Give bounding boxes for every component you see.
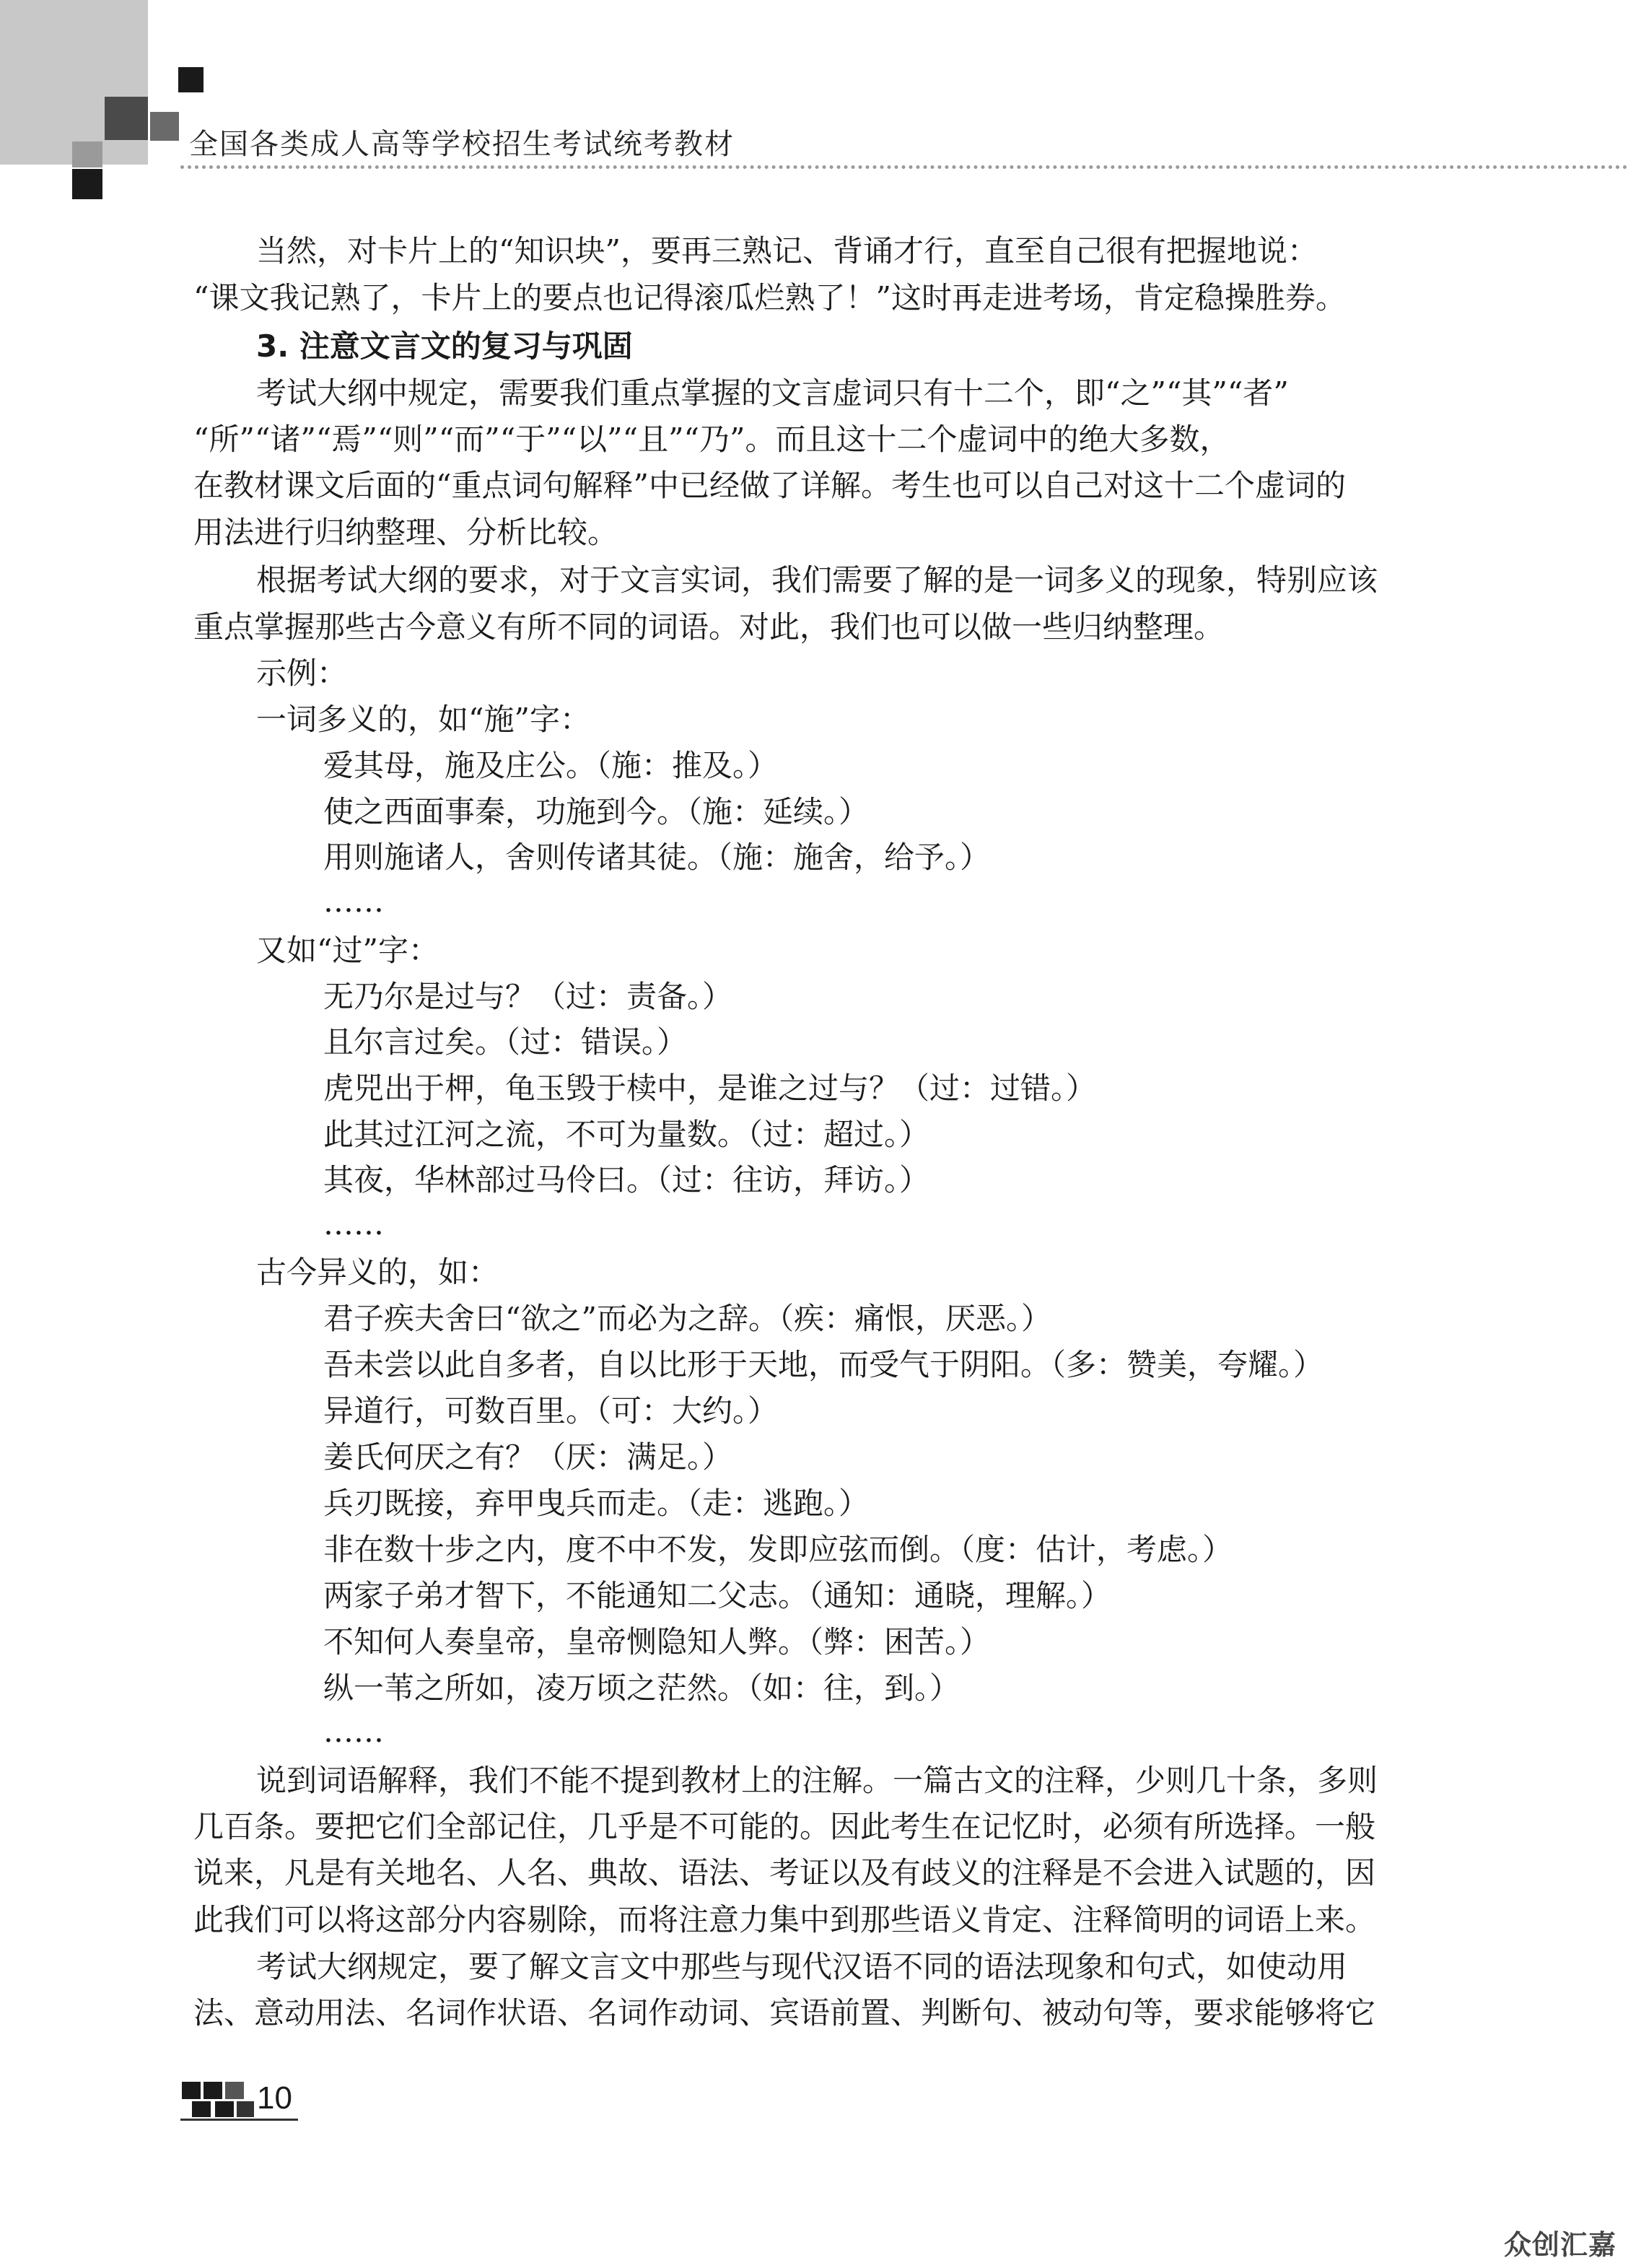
example-item: 纵一苇之所如，凌万顷之茫然。（如：往，到。） bbox=[323, 1670, 960, 1706]
ellipsis: …… bbox=[323, 1714, 384, 1749]
header-square bbox=[178, 67, 204, 92]
paragraph-line: 法、意动用法、名词作状语、名词作动词、宾语前置、判断句、被动句等，要求能够将它 bbox=[193, 1995, 1376, 2031]
paragraph-line: “课文我记熟了，卡片上的要点也记得滚瓜烂熟了！”这时再走进考场，肯定稳操胜券。 bbox=[193, 280, 1346, 315]
paragraph-line: 此我们可以将这部分内容剔除，而将注意力集中到那些语义肯定、注释简明的词语上来。 bbox=[193, 1902, 1376, 1937]
example-group-label: 又如“过”字： bbox=[256, 933, 439, 968]
header-square bbox=[150, 112, 179, 141]
header-square bbox=[72, 169, 102, 199]
example-item: 虎兕出于柙，龟玉毁于椟中，是谁之过与？（过：过错。） bbox=[323, 1070, 1097, 1106]
example-item: 非在数十步之内，度不中不发，发即应弦而倒。（度：估计，考虑。） bbox=[323, 1532, 1233, 1567]
example-item: 此其过江河之流，不可为量数。（过：超过。） bbox=[323, 1117, 930, 1152]
example-item: 其夜，华林部过马伶曰。（过：往访，拜访。） bbox=[323, 1162, 930, 1198]
example-item: 且尔言过矣。（过：错误。） bbox=[323, 1024, 688, 1060]
watermark: 众创汇嘉 bbox=[1503, 2229, 1616, 2261]
paragraph-line: 考试大纲中规定，需要我们重点掌握的文言虚词只有十二个，即“之”“其”“者” bbox=[256, 375, 1289, 411]
header-square bbox=[72, 141, 102, 167]
footer-square bbox=[237, 2101, 254, 2117]
header-square bbox=[105, 97, 148, 140]
example-label: 示例： bbox=[256, 655, 348, 691]
header-title: 全国各类成人高等学校招生考试统考教材 bbox=[189, 128, 735, 161]
footer-square bbox=[215, 2101, 234, 2117]
example-group-label: 一词多义的，如“施”字： bbox=[256, 702, 590, 737]
example-item: 无乃尔是过与？（过：责备。） bbox=[323, 979, 733, 1014]
paragraph-line: 在教材课文后面的“重点词句解释”中已经做了详解。考生也可以自己对这十二个虚词的 bbox=[193, 468, 1346, 503]
example-item: 吾未尝以此自多者，自以比形于天地，而受气于阴阳。（多：赞美，夸耀。） bbox=[323, 1347, 1324, 1382]
example-item: 爱其母，施及庄公。（施：推及。） bbox=[323, 748, 779, 783]
paragraph-line: 用法进行归纳整理、分析比较。 bbox=[193, 515, 618, 550]
paragraph-line: 重点掌握那些古今意义有所不同的词语。对此，我们也可以做一些归纳整理。 bbox=[193, 609, 1225, 645]
example-item: 姜氏何厌之有？（厌：满足。） bbox=[323, 1439, 733, 1475]
example-group-label: 古今异义的，如： bbox=[256, 1255, 499, 1290]
example-item: 不知何人奏皇帝，皇帝恻隐知人弊。（弊：困苦。） bbox=[323, 1624, 991, 1659]
footer-square bbox=[204, 2082, 222, 2099]
example-item: 异道行，可数百里。（可：大约。） bbox=[323, 1393, 779, 1429]
footer-square bbox=[225, 2082, 244, 2099]
ellipsis: …… bbox=[323, 884, 384, 919]
ellipsis: …… bbox=[323, 1206, 384, 1242]
footer-square bbox=[192, 2101, 211, 2117]
header-rule bbox=[180, 165, 1628, 169]
example-item: 用则施诸人，舍则传诸其徒。（施：施舍，给予。） bbox=[323, 839, 991, 875]
paragraph-line: 考试大纲规定，要了解文言文中那些与现代汉语不同的语法现象和句式，如使动用 bbox=[256, 1949, 1348, 1984]
paragraph-line: 根据考试大纲的要求，对于文言实词，我们需要了解的是一词多义的现象，特别应该 bbox=[256, 562, 1378, 598]
paragraph-line: 说来，凡是有关地名、人名、典故、语法、考证以及有歧义的注释是不会进入试题的，因 bbox=[193, 1855, 1376, 1890]
example-item: 使之西面事秦，功施到今。（施：延续。） bbox=[323, 794, 870, 829]
section-heading: 3. 注意文言文的复习与巩固 bbox=[256, 328, 633, 364]
page-number: 10 bbox=[257, 2080, 292, 2116]
paragraph-line: 几百条。要把它们全部记住，几乎是不可能的。因此考生在记忆时，必须有所选择。一般 bbox=[193, 1809, 1376, 1844]
footer-square bbox=[182, 2082, 201, 2099]
paragraph-line: 说到词语解释，我们不能不提到教材上的注解。一篇古文的注释，少则几十条，多则 bbox=[256, 1763, 1378, 1798]
example-item: 兵刃既接，弃甲曳兵而走。（走：逃跑。） bbox=[323, 1486, 870, 1521]
example-item: 君子疾夫舍曰“欲之”而必为之辞。（疾：痛恨，厌恶。） bbox=[323, 1301, 1051, 1336]
paragraph-line: “所”“诸”“焉”“则”“而”“于”“以”“且”“乃”。而且这十二个虚词中的绝大多数， bbox=[193, 422, 1230, 457]
footer-rule bbox=[180, 2119, 298, 2121]
paragraph-line: 当然，对卡片上的“知识块”，要再三熟记、背诵才行，直至自己很有把握地说： bbox=[256, 233, 1318, 269]
example-item: 两家子弟才智下，不能通知二父志。（通知：通晓，理解。） bbox=[323, 1578, 1112, 1613]
